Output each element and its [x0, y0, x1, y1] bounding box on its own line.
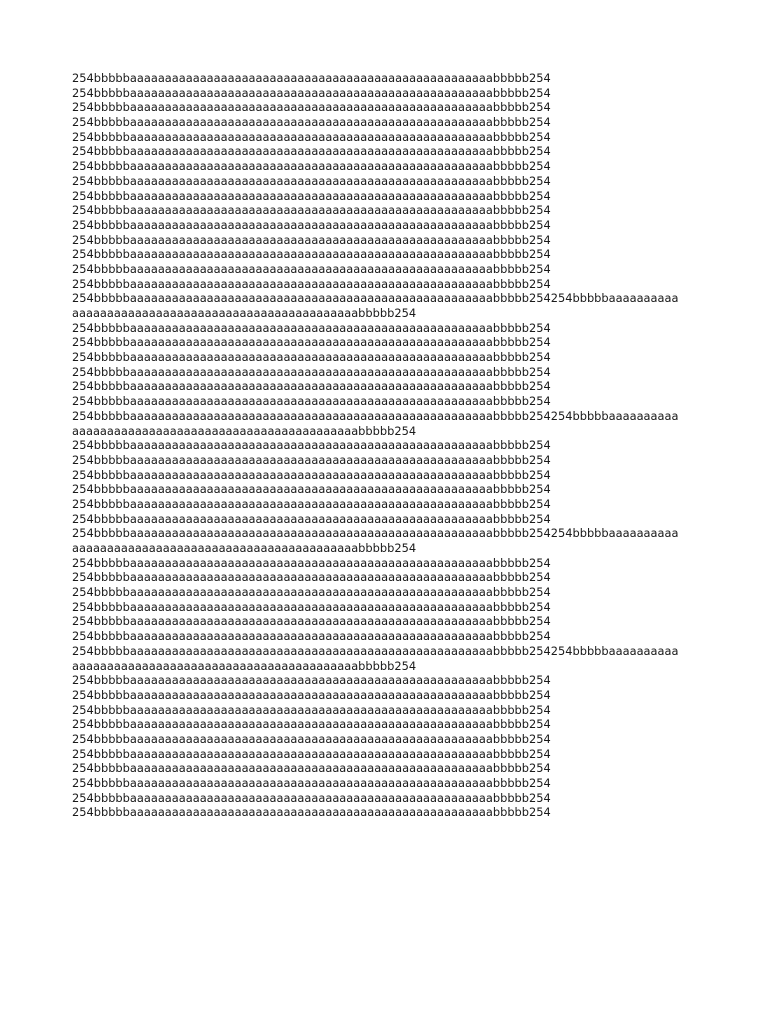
text-line: 254bbbbbaaaaaaaaaaaaaaaaaaaaaaaaaaaaaaaaaaaaaaaaaaaaaaaaaaaabbbbb254 [72, 85, 551, 100]
text-line: 254bbbbbaaaaaaaaaaaaaaaaaaaaaaaaaaaaaaaaaaaaaaaaaaaaaaaaaaaabbbbb254254bbbbbaaaaaaaaaa [72, 526, 679, 541]
text-line: 254bbbbbaaaaaaaaaaaaaaaaaaaaaaaaaaaaaaaaaaaaaaaaaaaaaaaaaaaabbbbb254 [72, 320, 551, 335]
text-line: 254bbbbbaaaaaaaaaaaaaaaaaaaaaaaaaaaaaaaaaaaaaaaaaaaaaaaaaaaabbbbb254 [72, 452, 551, 467]
text-line: 254bbbbbaaaaaaaaaaaaaaaaaaaaaaaaaaaaaaaaaaaaaaaaaaaaaaaaaaaabbbbb254 [72, 261, 551, 276]
text-line: 254bbbbbaaaaaaaaaaaaaaaaaaaaaaaaaaaaaaaaaaaaaaaaaaaaaaaaaaaabbbbb254 [72, 496, 551, 511]
text-line: 254bbbbbaaaaaaaaaaaaaaaaaaaaaaaaaaaaaaaaaaaaaaaaaaaaaaaaaaaabbbbb254 [72, 467, 551, 482]
text-line: aaaaaaaaaaaaaaaaaaaaaaaaaaaaaaaaaaaaaaaaabbbbb254 [72, 541, 417, 555]
text-line: 254bbbbbaaaaaaaaaaaaaaaaaaaaaaaaaaaaaaaaaaaaaaaaaaaaaaaaaaaabbbbb254 [72, 159, 551, 174]
text-line: 254bbbbbaaaaaaaaaaaaaaaaaaaaaaaaaaaaaaaaaaaaaaaaaaaaaaaaaaaabbbbb254 [72, 761, 551, 776]
text-line: 254bbbbbaaaaaaaaaaaaaaaaaaaaaaaaaaaaaaaaaaaaaaaaaaaaaaaaaaaabbbbb254 [72, 71, 551, 85]
text-line: 254bbbbbaaaaaaaaaaaaaaaaaaaaaaaaaaaaaaaaaaaaaaaaaaaaaaaaaaaabbbbb254 [72, 746, 551, 761]
text-line: 254bbbbbaaaaaaaaaaaaaaaaaaaaaaaaaaaaaaaaaaaaaaaaaaaaaaaaaaaabbbbb254 [72, 232, 551, 247]
text-line: 254bbbbbaaaaaaaaaaaaaaaaaaaaaaaaaaaaaaaaaaaaaaaaaaaaaaaaaaaabbbbb254 [72, 731, 551, 746]
text-line: 254bbbbbaaaaaaaaaaaaaaaaaaaaaaaaaaaaaaaaaaaaaaaaaaaaaaaaaaaabbbbb254 [72, 173, 551, 188]
text-line: 254bbbbbaaaaaaaaaaaaaaaaaaaaaaaaaaaaaaaaaaaaaaaaaaaaaaaaaaaabbbbb254 [72, 129, 551, 144]
text-line: 254bbbbbaaaaaaaaaaaaaaaaaaaaaaaaaaaaaaaaaaaaaaaaaaaaaaaaaaaabbbbb254254bbbbbaaaaaaaaaa [72, 408, 679, 423]
text-line: 254bbbbbaaaaaaaaaaaaaaaaaaaaaaaaaaaaaaaaaaaaaaaaaaaaaaaaaaaabbbbb254 [72, 776, 551, 790]
text-line: aaaaaaaaaaaaaaaaaaaaaaaaaaaaaaaaaaaaaaaaabbbbb254 [72, 423, 417, 438]
text-line: 254bbbbbaaaaaaaaaaaaaaaaaaaaaaaaaaaaaaaaaaaaaaaaaaaaaaaaaaaabbbbb254 [72, 599, 551, 614]
text-line: 254bbbbbaaaaaaaaaaaaaaaaaaaaaaaaaaaaaaaaaaaaaaaaaaaaaaaaaaaabbbbb254 [72, 115, 551, 130]
text-line: 254bbbbbaaaaaaaaaaaaaaaaaaaaaaaaaaaaaaaaaaaaaaaaaaaaaaaaaaaabbbbb254 [72, 702, 551, 717]
text-line: 254bbbbbaaaaaaaaaaaaaaaaaaaaaaaaaaaaaaaaaaaaaaaaaaaaaaaaaaaabbbbb254 [72, 144, 551, 159]
text-line: 254bbbbbaaaaaaaaaaaaaaaaaaaaaaaaaaaaaaaaaaaaaaaaaaaaaaaaaaaabbbbb254 [72, 203, 551, 218]
text-line: 254bbbbbaaaaaaaaaaaaaaaaaaaaaaaaaaaaaaaaaaaaaaaaaaaaaaaaaaaabbbbb254 [72, 100, 551, 115]
document-body-text [72, 71, 712, 820]
text-line: 254bbbbbaaaaaaaaaaaaaaaaaaaaaaaaaaaaaaaaaaaaaaaaaaaaaaaaaaaabbbbb254 [72, 790, 551, 805]
text-line: 254bbbbbaaaaaaaaaaaaaaaaaaaaaaaaaaaaaaaaaaaaaaaaaaaaaaaaaaaabbbbb254 [72, 629, 551, 644]
text-line: 254bbbbbaaaaaaaaaaaaaaaaaaaaaaaaaaaaaaaaaaaaaaaaaaaaaaaaaaaabbbbb254 [72, 217, 551, 232]
text-line: 254bbbbbaaaaaaaaaaaaaaaaaaaaaaaaaaaaaaaaaaaaaaaaaaaaaaaaaaaabbbbb254 [72, 364, 551, 379]
text-line: 254bbbbbaaaaaaaaaaaaaaaaaaaaaaaaaaaaaaaaaaaaaaaaaaaaaaaaaaaabbbbb254 [72, 585, 551, 600]
text-line: 254bbbbbaaaaaaaaaaaaaaaaaaaaaaaaaaaaaaaaaaaaaaaaaaaaaaaaaaaabbbbb254 [72, 188, 551, 203]
text-line: 254bbbbbaaaaaaaaaaaaaaaaaaaaaaaaaaaaaaaaaaaaaaaaaaaaaaaaaaaabbbbb254 [72, 379, 551, 394]
text-line: 254bbbbbaaaaaaaaaaaaaaaaaaaaaaaaaaaaaaaaaaaaaaaaaaaaaaaaaaaabbbbb254 [72, 805, 551, 820]
text-line: 254bbbbbaaaaaaaaaaaaaaaaaaaaaaaaaaaaaaaaaaaaaaaaaaaaaaaaaaaabbbbb254254bbbbbaaaaaaaaaa [72, 643, 679, 658]
text-line: 254bbbbbaaaaaaaaaaaaaaaaaaaaaaaaaaaaaaaaaaaaaaaaaaaaaaaaaaaabbbbb254 [72, 673, 551, 688]
text-line: 254bbbbbaaaaaaaaaaaaaaaaaaaaaaaaaaaaaaaaaaaaaaaaaaaaaaaaaaaabbbbb254 [72, 350, 551, 365]
text-line: 254bbbbbaaaaaaaaaaaaaaaaaaaaaaaaaaaaaaaaaaaaaaaaaaaaaaaaaaaabbbbb254 [72, 570, 551, 585]
text-line: 254bbbbbaaaaaaaaaaaaaaaaaaaaaaaaaaaaaaaaaaaaaaaaaaaaaaaaaaaabbbbb254 [72, 687, 551, 702]
text-line: 254bbbbbaaaaaaaaaaaaaaaaaaaaaaaaaaaaaaaaaaaaaaaaaaaaaaaaaaaabbbbb254 [72, 482, 551, 497]
text-line: 254bbbbbaaaaaaaaaaaaaaaaaaaaaaaaaaaaaaaaaaaaaaaaaaaaaaaaaaaabbbbb254 [72, 276, 551, 291]
text-line: 254bbbbbaaaaaaaaaaaaaaaaaaaaaaaaaaaaaaaaaaaaaaaaaaaaaaaaaaaabbbbb254 [72, 394, 551, 409]
text-line: aaaaaaaaaaaaaaaaaaaaaaaaaaaaaaaaaaaaaaaaabbbbb254 [72, 658, 417, 673]
text-line: 254bbbbbaaaaaaaaaaaaaaaaaaaaaaaaaaaaaaaaaaaaaaaaaaaaaaaaaaaabbbbb254254bbbbbaaaaaaaaaa [72, 291, 679, 306]
text-line: 254bbbbbaaaaaaaaaaaaaaaaaaaaaaaaaaaaaaaaaaaaaaaaaaaaaaaaaaaabbbbb254 [72, 555, 551, 570]
text-line: 254bbbbbaaaaaaaaaaaaaaaaaaaaaaaaaaaaaaaaaaaaaaaaaaaaaaaaaaaabbbbb254 [72, 717, 551, 732]
text-line: 254bbbbbaaaaaaaaaaaaaaaaaaaaaaaaaaaaaaaaaaaaaaaaaaaaaaaaaaaabbbbb254 [72, 247, 551, 262]
text-line: 254bbbbbaaaaaaaaaaaaaaaaaaaaaaaaaaaaaaaaaaaaaaaaaaaaaaaaaaaabbbbb254 [72, 511, 551, 526]
text-line: 254bbbbbaaaaaaaaaaaaaaaaaaaaaaaaaaaaaaaaaaaaaaaaaaaaaaaaaaaabbbbb254 [72, 335, 551, 350]
text-line: 254bbbbbaaaaaaaaaaaaaaaaaaaaaaaaaaaaaaaaaaaaaaaaaaaaaaaaaaaabbbbb254 [72, 614, 551, 629]
text-line: aaaaaaaaaaaaaaaaaaaaaaaaaaaaaaaaaaaaaaaaabbbbb254 [72, 306, 417, 320]
text-line: 254bbbbbaaaaaaaaaaaaaaaaaaaaaaaaaaaaaaaaaaaaaaaaaaaaaaaaaaaabbbbb254 [72, 438, 551, 453]
